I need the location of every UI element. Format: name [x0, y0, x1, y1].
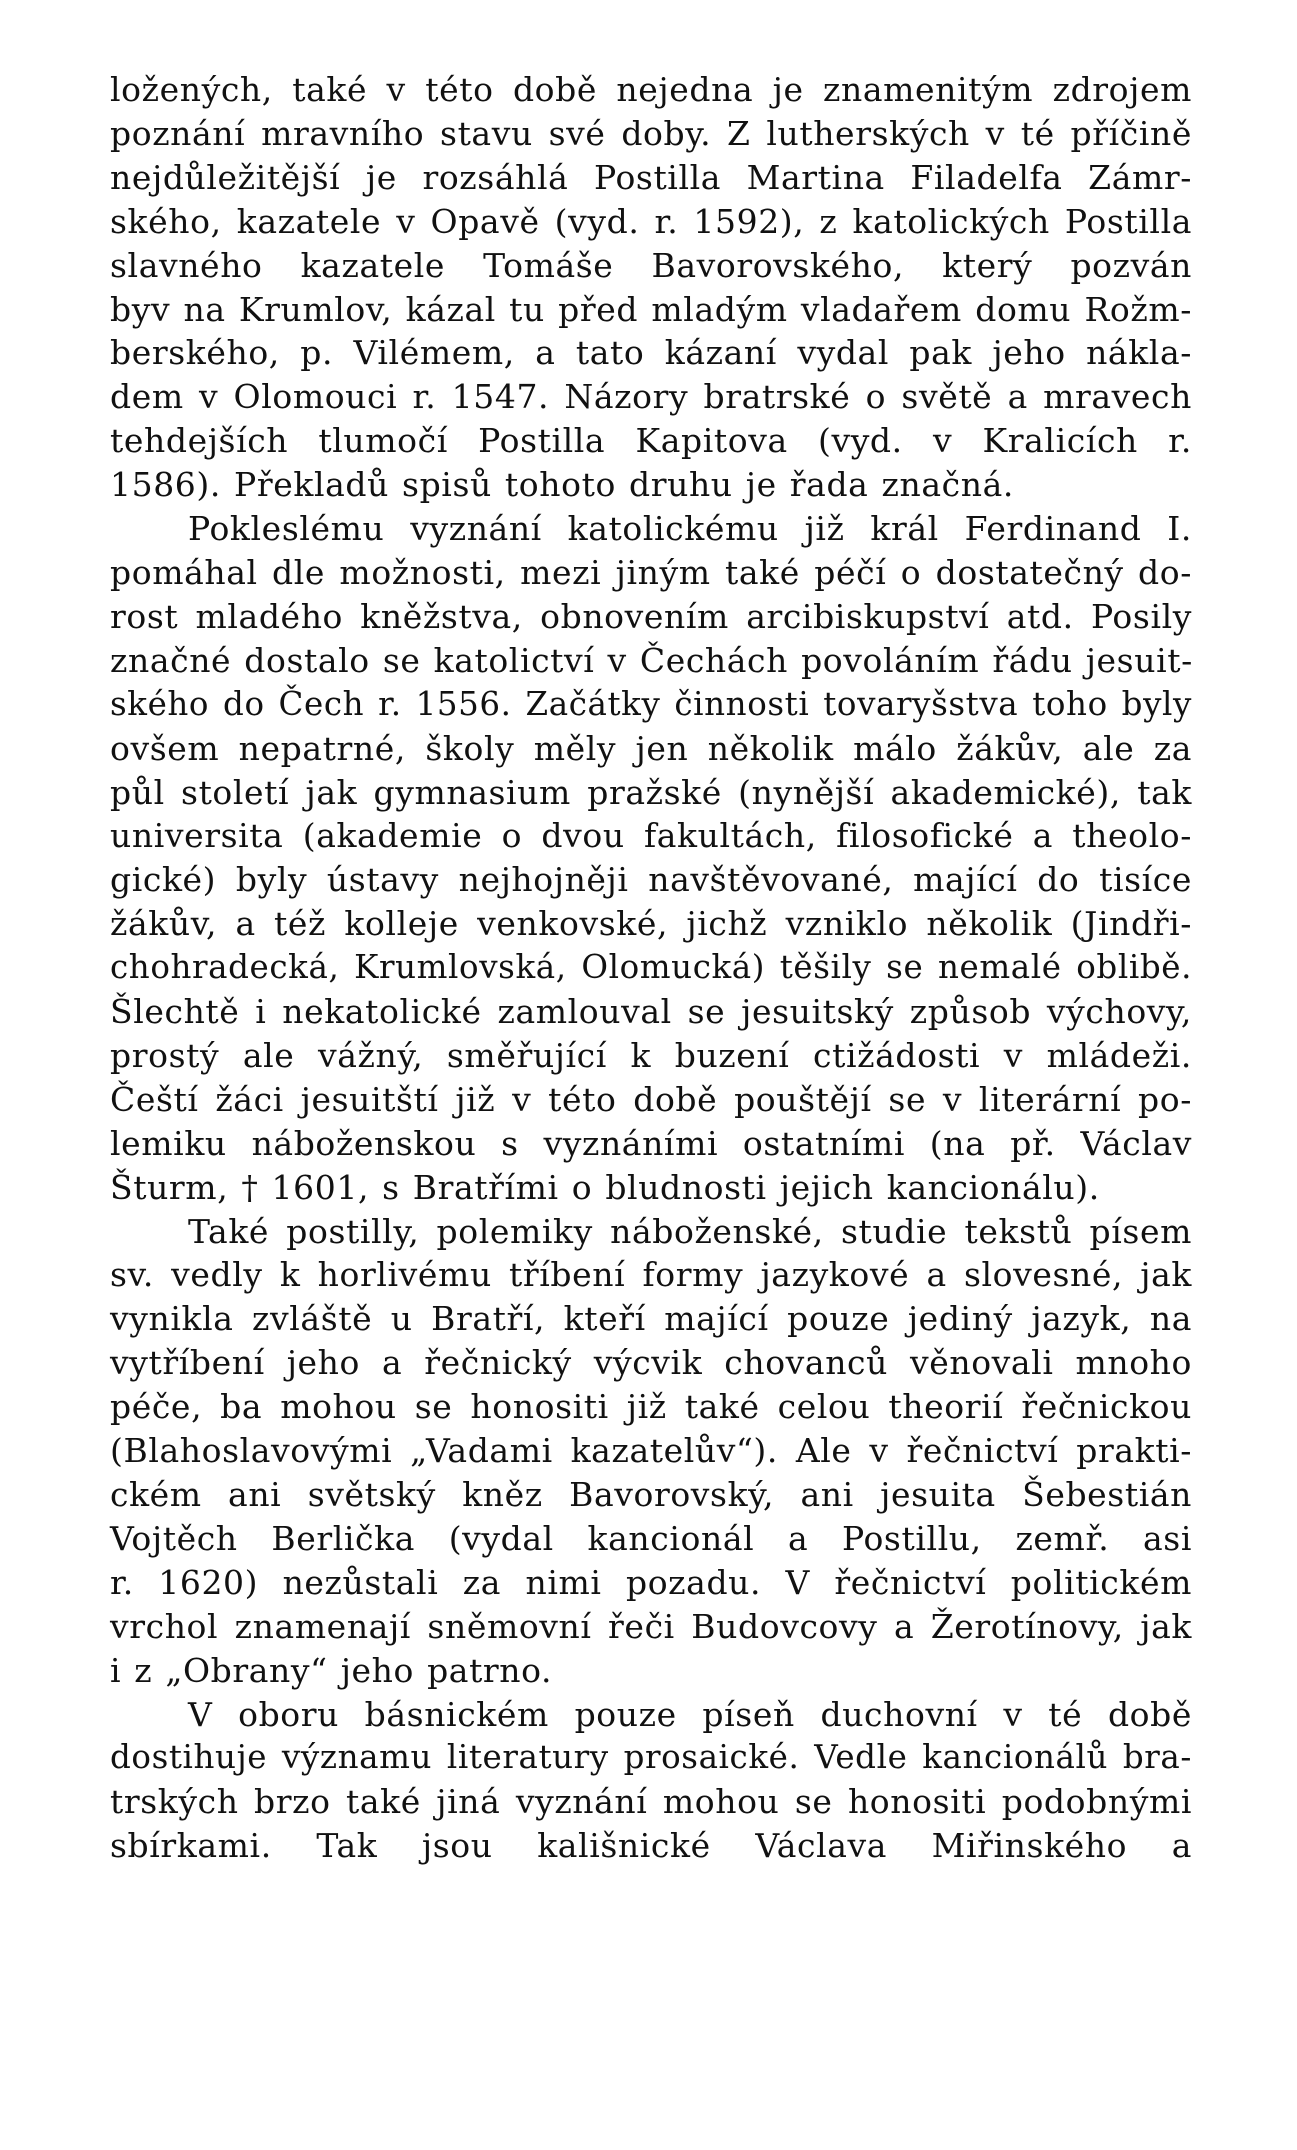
- paragraph-2: [110, 507, 1192, 1210]
- text-line: dem v Olomouci r. 1547. Názory bratrské o světě a mravech: [110, 377, 1192, 417]
- text-line: Pokleslému vyznání katolickému již král Ferdinand I.: [188, 509, 1192, 549]
- text-line: žákův, a též kolleje venkovské, jichž vzniklo několik (Jindři-: [110, 904, 1192, 944]
- text-line: nejdůležitější je rozsáhlá Postilla Martina Filadelfa Zámr-: [110, 157, 1192, 197]
- text-line: vynikla zvláště u Bratří, kteří mající pouze jediný jazyk, na: [110, 1299, 1192, 1339]
- text-line: půl století jak gymnasium pražské (nynější akademické), tak: [110, 772, 1192, 812]
- paragraph-4: [110, 1693, 1192, 1869]
- text-line: universita (akademie o dvou fakultách, filosofické a theolo-: [110, 816, 1192, 856]
- text-line: ložených, také v této době nejedna je znamenitým zdrojem: [110, 70, 1192, 109]
- text-line: prostý ale vážný, směřující k buzení ctižádosti v mládeži.: [110, 1035, 1192, 1075]
- paragraph-1: [110, 68, 1192, 507]
- text-line: byv na Krumlov, kázal tu před mladým vladařem domu Rožm-: [110, 289, 1192, 329]
- text-line: chohradecká, Krumlovská, Olomucká) těšily se nemalé oblibě.: [110, 948, 1192, 987]
- text-line: Šturm, † 1601, s Bratřími o bludnosti jejich kancionálu).: [110, 1167, 1100, 1207]
- text-line: Také postilly, polemiky náboženské, studie tekstů písem: [188, 1211, 1192, 1251]
- text-line: 1586). Překladů spisů tohoto druhu je řada značná.: [110, 465, 1014, 505]
- text-line: V oboru básnickém pouze píseň duchovní v té době: [188, 1694, 1192, 1734]
- text-line: ovšem nepatrné, školy měly jen několik málo žákův, ale za: [110, 728, 1192, 768]
- text-line: sbírkami. Tak jsou kališnické Václava Miřinského a: [110, 1826, 1192, 1866]
- text-line: poznání mravního stavu své doby. Z lutherských v té příčině: [110, 113, 1192, 153]
- text-line: berského, p. Vilémem, a tato kázaní vydal pak jeho nákla-: [110, 333, 1192, 373]
- text-line: Čeští žáci jesuitští již v této době pouštějí se v literární po-: [110, 1079, 1192, 1119]
- text-line: rost mladého kněžstva, obnovením arcibiskupství atd. Posily: [110, 596, 1192, 636]
- text-line: tehdejších tlumočí Postilla Kapitova (vyd. v Kralicích r.: [110, 421, 1192, 461]
- text-line: Vojtěch Berlička (vydal kancionál a Postillu, zemř. asi: [110, 1518, 1192, 1558]
- paragraph-3: [110, 1210, 1192, 1693]
- text-line: ského do Čech r. 1556. Začátky činnosti tovaryšstva toho byly: [110, 684, 1192, 723]
- text-line: i z „Obrany“ jeho patrno.: [110, 1650, 553, 1690]
- text-line: dostihuje významu literatury prosaické. Vedle kancionálů bra-: [110, 1738, 1192, 1777]
- text-line: trských brzo také jiná vyznání mohou se honositi podobnými: [110, 1782, 1192, 1822]
- text-line: sv. vedly k horlivému tříbení formy jazykové a slovesné, jak: [110, 1255, 1192, 1295]
- text-line: ckém ani světský kněz Bavorovský, ani jesuita Šebestián: [110, 1475, 1192, 1514]
- text-line: vytříbení jeho a řečnický výcvik chovanců věnovali mnoho: [110, 1343, 1192, 1383]
- text-line: ského, kazatele v Opavě (vyd. r. 1592), z katolických Postilla: [110, 201, 1192, 241]
- text-line: péče, ba mohou se honositi již také celou theorií řečnickou: [110, 1387, 1192, 1427]
- text-line: (Blahoslavovými „Vadami kazatelův“). Ale v řečnictví prakti-: [110, 1431, 1192, 1471]
- document-page: [110, 68, 1192, 1868]
- text-line: značné dostalo se katolictví v Čechách povoláním řádu jesuit-: [110, 640, 1193, 680]
- text-line: r. 1620) nezůstali za nimi pozadu. V řečnictví politickém: [110, 1562, 1192, 1602]
- text-line: lemiku náboženskou s vyznáními ostatními (na př. Václav: [110, 1123, 1192, 1163]
- text-line: Šlechtě i nekatolické zamlouval se jesuitský způsob výchovy,: [110, 992, 1192, 1032]
- text-line: vrchol znamenají sněmovní řeči Budovcovy a Žerotínovy, jak: [110, 1606, 1192, 1646]
- text-line: pomáhal dle možnosti, mezi jiným také péčí o dostatečný do-: [110, 552, 1192, 592]
- text-line: slavného kazatele Tomáše Bavorovského, který pozván: [110, 245, 1192, 285]
- text-line: gické) byly ústavy nejhojněji navštěvované, mající do tisíce: [110, 860, 1192, 900]
